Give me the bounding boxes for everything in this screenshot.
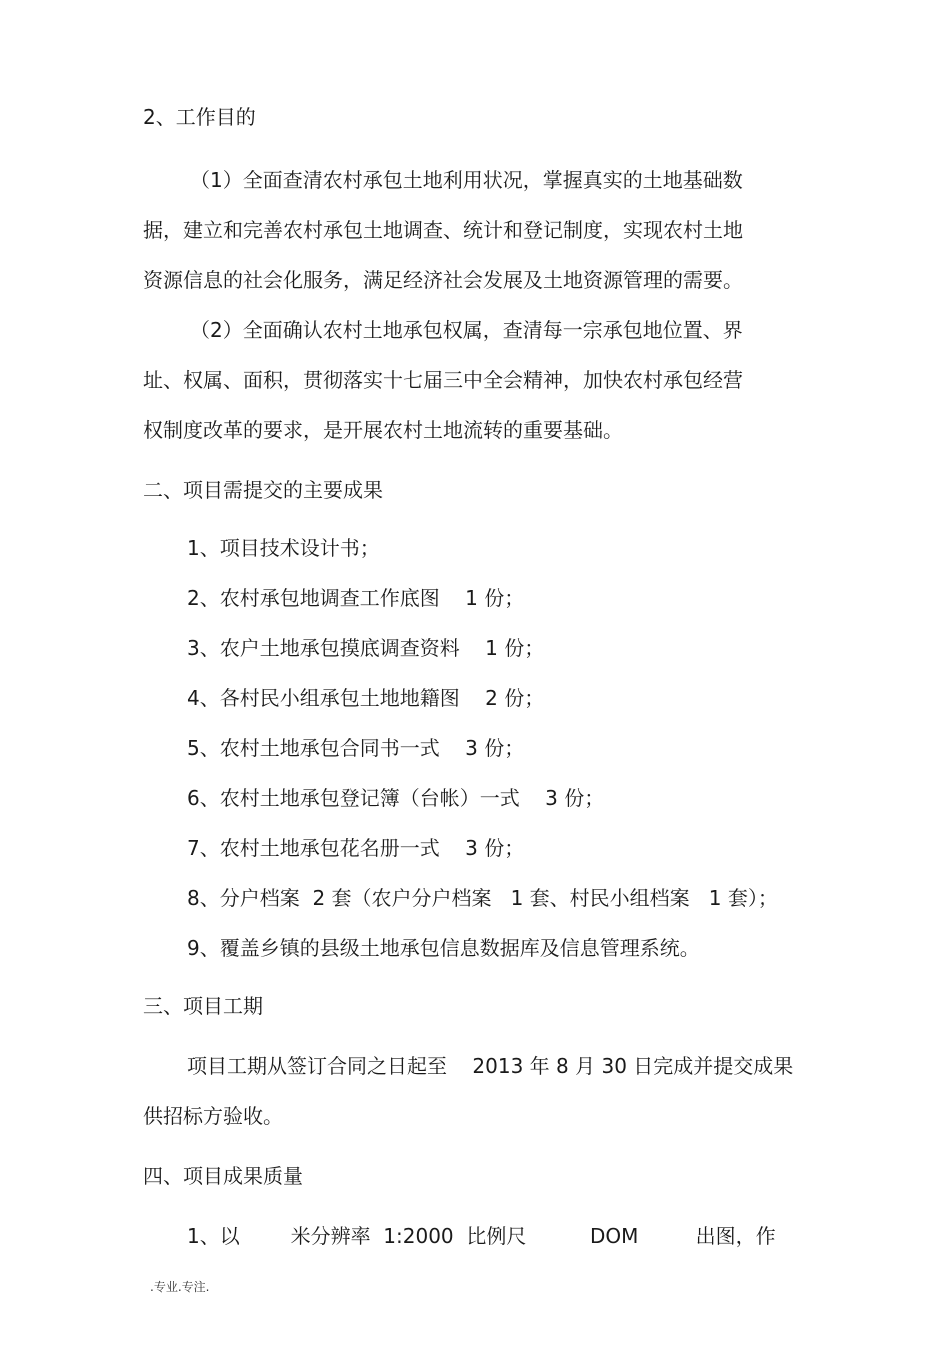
paragraph-line: （1）全面查清农村承包土地利用状况，掌握真实的土地基础数 — [190, 168, 743, 192]
list-item: 2、农村承包地调查工作底图 1 份； — [187, 586, 525, 610]
paragraph-line: （2）全面确认农村土地承包权属，查清每一宗承包地位置、界 — [190, 318, 743, 342]
paragraph-line: 资源信息的社会化服务，满足经济社会发展及土地资源管理的需要。 — [143, 268, 743, 292]
section-heading: 二、项目需提交的主要成果 — [143, 478, 383, 502]
paragraph-line: 据，建立和完善农村承包土地调查、统计和登记制度，实现农村土地 — [143, 218, 743, 242]
paragraph-line: 供招标方验收。 — [143, 1104, 283, 1128]
list-item: 4、各村民小组承包土地地籍图 2 份； — [187, 686, 545, 710]
list-item: 5、农村土地承包合同书一式 3 份； — [187, 736, 525, 760]
list-item: 9、覆盖乡镇的县级土地承包信息数据库及信息管理系统。 — [187, 936, 700, 960]
list-item: 1、项目技术设计书； — [187, 536, 380, 560]
paragraph-line: 权制度改革的要求，是开展农村土地流转的重要基础。 — [143, 418, 623, 442]
list-item: 6、农村土地承包登记簿（台帐）一式 3 份； — [187, 786, 605, 810]
section-heading: 三、项目工期 — [143, 994, 263, 1018]
list-item: 7、农村土地承包花名册一式 3 份； — [187, 836, 525, 860]
section-heading: 四、项目成果质量 — [143, 1164, 303, 1188]
paragraph-line: 址、权属、面积，贯彻落实十七届三中全会精神，加快农村承包经营 — [143, 368, 743, 392]
list-item: 8、分户档案 2 套（农户分户档案 1 套、村民小组档案 1 套）； — [187, 886, 778, 910]
list-item: 3、农户土地承包摸底调查资料 1 份； — [187, 636, 545, 660]
paragraph-line: 1、以 米分辨率 1:2000 比例尺 DOM 出图，作 — [187, 1224, 776, 1248]
subsection-heading: 2、工作目的 — [143, 105, 256, 129]
paragraph-line: 项目工期从签订合同之日起至 2013 年 8 月 30 日完成并提交成果 — [187, 1054, 794, 1078]
page-footer: .专业.专注. — [150, 1280, 210, 1294]
